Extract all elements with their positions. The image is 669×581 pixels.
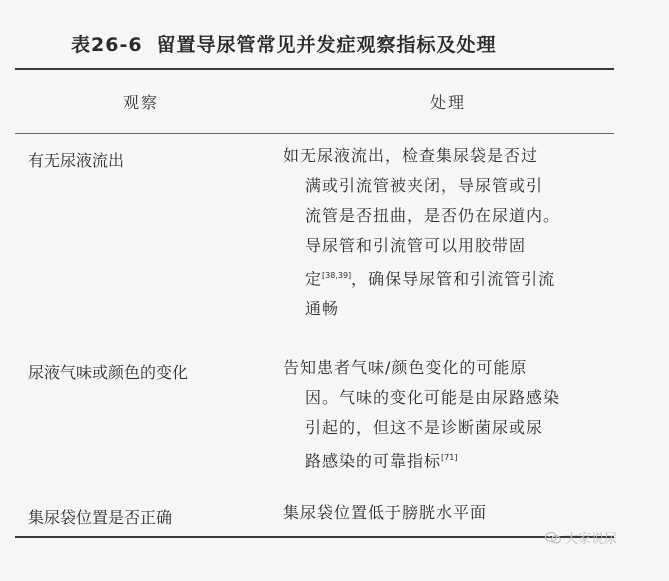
wechat-icon xyxy=(545,532,561,544)
row-1-action-line: 通畅 xyxy=(305,299,340,319)
watermark xyxy=(545,528,617,547)
row-1-action-line-tail: ，确保导尿管和引流管引流 xyxy=(351,269,556,289)
row-2-action-line xyxy=(283,443,613,476)
row-3-action-line: 集尿袋位置低于膀胱水平面 xyxy=(283,503,488,522)
table-number: 表26-6 xyxy=(71,34,143,56)
watermark-text: 大家说尿 xyxy=(565,532,618,547)
table-bottom-rule xyxy=(15,536,614,538)
row-3-action xyxy=(283,498,613,528)
row-2-action-line: 告知患者气味/颜色变化的可能原 xyxy=(283,358,528,377)
row-2-action-line: 引起的，但这不是诊断菌尿或尿 xyxy=(305,418,544,437)
row-1-action-line: 满或引流管被夹闭，导尿管或引 xyxy=(305,176,544,195)
row-1-action-line: 如无尿液流出，检查集尿袋是否过 xyxy=(283,146,539,165)
column-header-action: 处理 xyxy=(430,93,467,112)
row-1-action-line: 流管是否扭曲，是否仍在尿道内。 xyxy=(305,206,561,225)
table-top-rule xyxy=(15,68,614,70)
table-header-rule xyxy=(15,133,614,134)
row-1-action xyxy=(283,141,613,324)
row-1-action-line-text: 定 xyxy=(305,269,323,289)
row-1-action-line: 导尿管和引流管可以用胶带固 xyxy=(305,236,527,255)
row-2-observation: 尿液气味或颜色的变化 xyxy=(28,363,189,382)
row-2-action-line-text: 路感染的可靠指标 xyxy=(305,451,442,471)
column-header-observation: 观察 xyxy=(123,93,160,112)
row-2-action xyxy=(283,353,613,476)
row-3-observation: 集尿袋位置是否正确 xyxy=(28,508,173,527)
citation-ref: [71] xyxy=(441,453,458,462)
row-1-action-line xyxy=(283,261,613,294)
table-title-text: 留置导尿管常见并发症观察指标及处理 xyxy=(156,34,497,56)
table-title xyxy=(71,30,497,57)
citation-ref: [38,39] xyxy=(322,271,352,280)
row-1-observation: 有无尿液流出 xyxy=(28,151,125,170)
row-2-action-line: 因。气味的变化可能是由尿路感染 xyxy=(305,388,561,407)
